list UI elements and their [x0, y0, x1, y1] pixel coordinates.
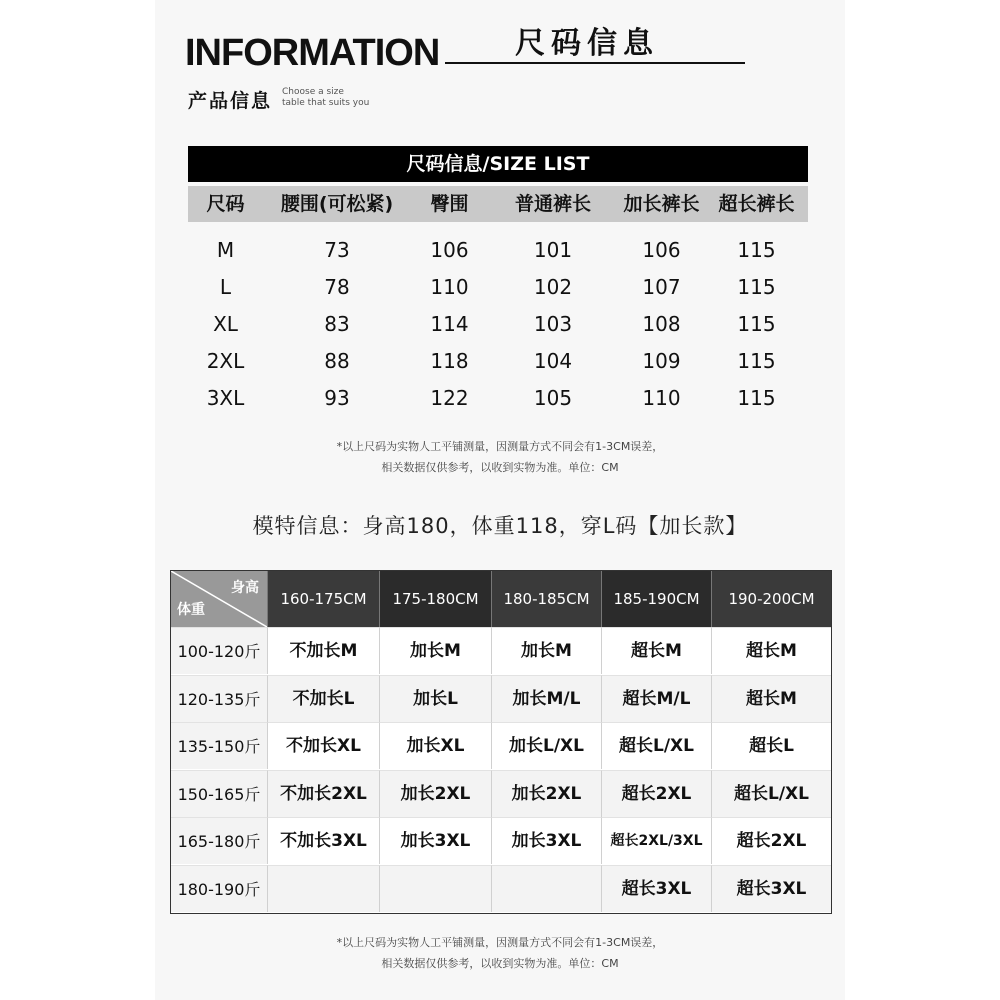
- size-cell: M: [216, 238, 235, 262]
- recommend-cell: 加长2XL: [379, 770, 491, 817]
- size-cell: 73: [324, 238, 350, 262]
- size-cell: 102: [533, 275, 573, 299]
- size-cell: 78: [324, 275, 350, 299]
- height-header: 190-200CM: [711, 571, 831, 627]
- size-row: [188, 344, 808, 378]
- recommend-cell: 不加长3XL: [267, 817, 379, 864]
- weight-label: 135-150斤: [171, 722, 267, 769]
- grid-corner: [171, 571, 267, 627]
- weight-label: 100-120斤: [171, 627, 267, 674]
- recommend-cell: 超长M: [601, 627, 711, 674]
- recommend-cell: 加长M/L: [491, 675, 601, 722]
- height-header: 160-175CM: [267, 571, 379, 627]
- measurement-note-bottom: [0, 932, 1000, 974]
- size-cell: L: [219, 275, 232, 299]
- recommend-cell: 加长3XL: [379, 817, 491, 864]
- size-cell: 106: [642, 238, 681, 262]
- size-cell: 88: [324, 349, 350, 373]
- recommend-cell: 加长M: [379, 627, 491, 674]
- size-cell: 83: [324, 312, 350, 336]
- weight-label: 180-190斤: [171, 865, 267, 912]
- size-row: [188, 381, 808, 415]
- size-cell: XL: [213, 312, 238, 336]
- note-line-2: 相关数据仅供参考，以收到实物为准。单位：CM: [381, 957, 619, 970]
- size-cell: 107: [642, 275, 681, 299]
- size-list-banner: 尺码信息/SIZE LIST: [188, 146, 808, 182]
- size-cell: 3XL: [206, 386, 245, 410]
- recommend-cell: 超长L: [711, 722, 831, 769]
- col-header: 腰围(可松紧): [280, 193, 394, 215]
- recommend-cell: 超长2XL: [601, 770, 711, 817]
- size-table-header: [188, 186, 808, 222]
- title-rule: [445, 62, 745, 64]
- size-cell: 122: [430, 386, 469, 410]
- recommend-cell: 加长M: [491, 627, 601, 674]
- size-cell: 109: [642, 349, 681, 373]
- product-info-subtitle: 产品信息: [188, 90, 273, 112]
- recommend-cell: [491, 865, 601, 912]
- size-cell: 104: [533, 349, 573, 373]
- recommend-cell: 加长2XL: [491, 770, 601, 817]
- information-title: INFORMATION: [185, 32, 440, 74]
- corner-weight-label: 体重: [177, 602, 205, 618]
- size-cell: 114: [430, 312, 469, 336]
- measurement-note: [0, 436, 1000, 478]
- size-cell: 106: [430, 238, 469, 262]
- recommend-cell: 超长L/XL: [601, 722, 711, 769]
- recommend-cell: 加长L/XL: [491, 722, 601, 769]
- recommend-cell: 超长M/L: [601, 675, 711, 722]
- weight-label: 150-165斤: [171, 770, 267, 817]
- size-cell: 115: [737, 312, 776, 336]
- note-line-1: *以上尺码为实物人工平铺测量，因测量方式不同会有1-3CM误差，: [336, 936, 664, 949]
- caption-line-1: Choose a size: [282, 87, 344, 97]
- recommend-cell: 超长2XL: [711, 817, 831, 864]
- size-cell: 108: [642, 312, 681, 336]
- col-header: 臀围: [430, 193, 469, 215]
- model-info: 模特信息：身高180，体重118，穿L码【加长款】: [252, 514, 748, 538]
- col-header: 普通裤长: [514, 193, 591, 215]
- recommend-cell: 不加长2XL: [267, 770, 379, 817]
- recommend-cell: 加长3XL: [491, 817, 601, 864]
- size-row: [188, 270, 808, 304]
- size-cell: 115: [737, 238, 776, 262]
- size-cell: 103: [533, 312, 573, 336]
- recommend-cell: 加长L: [379, 675, 491, 722]
- height-header: 185-190CM: [601, 571, 711, 627]
- caption-line-2: table that suits you: [282, 98, 370, 108]
- size-cell: 101: [533, 238, 573, 262]
- col-header: 超长裤长: [718, 193, 795, 215]
- recommend-cell: 超长3XL: [711, 865, 831, 912]
- size-row: [188, 233, 808, 267]
- size-cell: 93: [324, 386, 350, 410]
- size-row: [188, 307, 808, 341]
- recommend-cell: 超长M: [711, 675, 831, 722]
- recommend-cell: 不加长XL: [267, 722, 379, 769]
- note-line-1: *以上尺码为实物人工平铺测量，因测量方式不同会有1-3CM误差，: [336, 440, 664, 453]
- weight-label: 165-180斤: [171, 817, 267, 864]
- size-cell: 115: [737, 349, 776, 373]
- size-cell: 115: [737, 386, 776, 410]
- note-line-2: 相关数据仅供参考，以收到实物为准。单位：CM: [381, 461, 619, 474]
- recommend-cell: [267, 865, 379, 912]
- size-recommendation-grid: [170, 570, 832, 914]
- recommend-cell: 超长L/XL: [711, 770, 831, 817]
- recommend-cell: 不加长M: [267, 627, 379, 674]
- height-header: 180-185CM: [491, 571, 601, 627]
- choose-size-caption: [282, 87, 412, 109]
- recommend-cell: 超长M: [711, 627, 831, 674]
- recommend-cell: 加长XL: [379, 722, 491, 769]
- recommend-cell: [379, 865, 491, 912]
- size-info-heading: 尺码信息: [515, 26, 659, 61]
- recommend-cell: 超长2XL/3XL: [601, 817, 711, 864]
- height-header: 175-180CM: [379, 571, 491, 627]
- col-header: 加长裤长: [623, 193, 700, 215]
- recommend-cell: 超长3XL: [601, 865, 711, 912]
- size-cell: 105: [533, 386, 573, 410]
- size-cell: 115: [737, 275, 776, 299]
- size-cell: 2XL: [206, 349, 245, 373]
- size-cell: 110: [642, 386, 681, 410]
- weight-label: 120-135斤: [171, 675, 267, 722]
- size-cell: 110: [430, 275, 469, 299]
- size-cell: 118: [430, 349, 469, 373]
- col-header: 尺码: [206, 193, 245, 215]
- corner-height-label: 身高: [231, 580, 259, 596]
- recommend-cell: 不加长L: [267, 675, 379, 722]
